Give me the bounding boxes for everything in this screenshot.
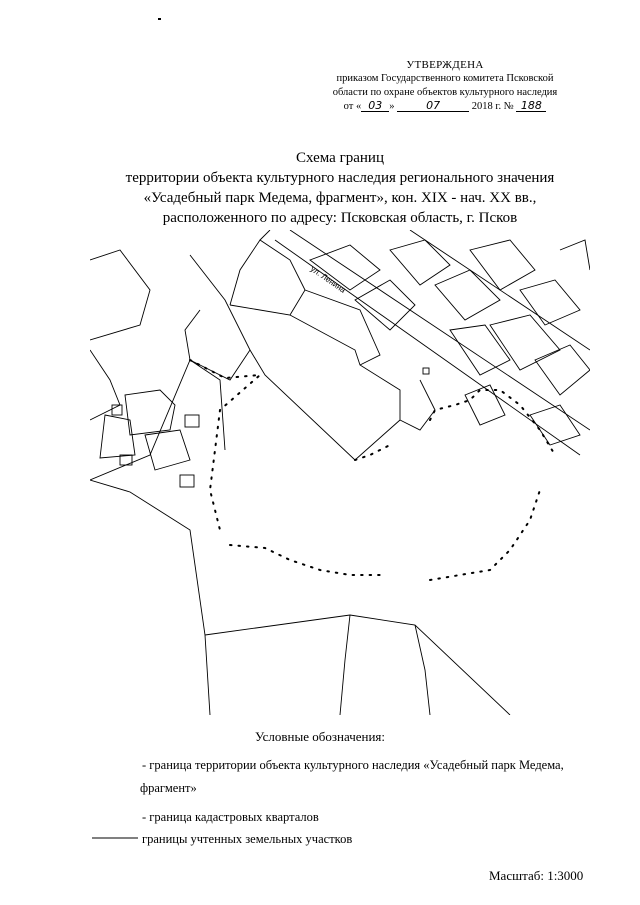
document-title bbox=[60, 148, 620, 228]
quarter-boundary bbox=[340, 615, 350, 715]
date-prefix: от « bbox=[343, 101, 362, 112]
land-parcel bbox=[400, 380, 435, 430]
land-parcel bbox=[90, 350, 120, 420]
title-line-1: Схема границ bbox=[296, 150, 384, 166]
heritage-boundary bbox=[430, 390, 555, 455]
approval-line-1: приказом Государственного комитета Псковской bbox=[336, 73, 554, 84]
approval-date-row bbox=[300, 100, 590, 114]
quarter-boundary bbox=[415, 625, 430, 715]
scan-mark bbox=[158, 18, 161, 20]
quarter-boundary bbox=[190, 360, 225, 450]
land-parcel bbox=[260, 230, 270, 240]
date-close-quote: » bbox=[389, 101, 395, 112]
land-parcel bbox=[470, 240, 535, 290]
legend-heritage-boundary-cont: фрагмент» bbox=[140, 781, 197, 795]
land-parcel bbox=[465, 385, 505, 425]
land-parcel bbox=[520, 280, 580, 325]
date-month: 07 bbox=[397, 100, 469, 112]
building bbox=[423, 368, 429, 374]
boundary-map bbox=[90, 230, 590, 715]
land-parcel bbox=[230, 240, 305, 305]
building bbox=[180, 475, 194, 487]
date-day: 03 bbox=[361, 100, 389, 112]
title-line-3: «Усадебный парк Медема, фрагмент», кон. XIX - нач. XX вв., bbox=[143, 190, 537, 206]
heritage-boundary bbox=[355, 445, 390, 460]
land-parcel bbox=[230, 305, 400, 460]
land-parcel bbox=[560, 240, 590, 270]
quarter-boundary bbox=[90, 480, 210, 715]
land-parcel bbox=[90, 250, 150, 340]
approval-block bbox=[300, 58, 590, 114]
title-line-4: расположенного по адресу: Псковская область, г. Псков bbox=[162, 210, 518, 226]
title-line-2: территории объекта культурного наследия регионального значения bbox=[125, 170, 555, 186]
legend-parcel-line-sample bbox=[92, 836, 138, 840]
building bbox=[185, 415, 199, 427]
date-year: 2018 г. № bbox=[471, 101, 514, 112]
land-parcel bbox=[390, 240, 450, 285]
street-edge bbox=[290, 230, 590, 430]
legend-parcel-boundary: границы учтенных земельных участков bbox=[142, 832, 353, 846]
land-parcel bbox=[100, 415, 135, 458]
legend-quarter-boundary: - граница кадастровых кварталов bbox=[142, 810, 319, 824]
land-parcel bbox=[535, 345, 590, 395]
heritage-boundary bbox=[230, 545, 380, 575]
legend-heritage-boundary: - граница территории объекта культурного наследия «Усадебный парк Медема, bbox=[142, 758, 564, 772]
land-parcel bbox=[450, 325, 510, 375]
land-parcel bbox=[290, 290, 380, 365]
quarter-boundary bbox=[205, 615, 510, 715]
legend-title: Условные обозначения: bbox=[254, 729, 386, 744]
street-label: ул. Ленина bbox=[308, 264, 348, 295]
map-scale: Масштаб: 1:3000 bbox=[489, 868, 584, 883]
land-parcel bbox=[185, 255, 250, 380]
order-number: 188 bbox=[516, 100, 546, 112]
quarter-boundary bbox=[90, 360, 190, 480]
land-parcel bbox=[355, 280, 415, 330]
heritage-boundary bbox=[430, 490, 540, 580]
approval-heading: УТВЕРЖДЕНА bbox=[406, 59, 484, 71]
approval-line-2: области по охране объектов культурного наследия bbox=[332, 87, 558, 98]
